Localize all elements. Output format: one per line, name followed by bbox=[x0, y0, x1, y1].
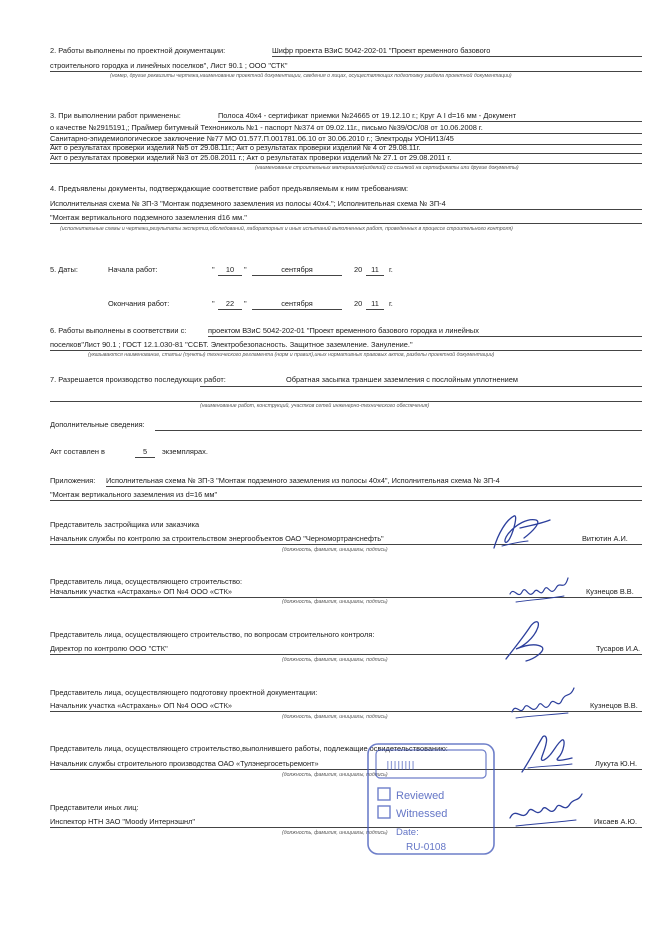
rep4-heading: Представитель лица, осуществляющего подготовку проектной документации: bbox=[50, 688, 318, 697]
rep6-position: Инспектор НТН ЗАО "Моody Интернэшнл" bbox=[50, 817, 196, 826]
quote-mark: " bbox=[244, 265, 247, 274]
section6-label: 6. Работы выполнены в соответствии с: bbox=[50, 326, 187, 335]
underline bbox=[252, 309, 342, 310]
section3-line3: Санитарно-эпидемиологическое заключение №77 МО 01.577.П.001781.06.10 от 30.06.2010 г.; Электроды УОНИ13/45 bbox=[50, 134, 454, 143]
section7-note: (наименование работ, конструкций, участков сетей инженерно-технического обеспечения) bbox=[200, 403, 430, 409]
end-label: Окончания работ: bbox=[108, 299, 170, 308]
start-year-prefix: 20 bbox=[354, 265, 363, 274]
rep5-heading: Представитель лица, осуществляющего строительство,выполнившего работы, подлежащие освидетельствованию: bbox=[50, 744, 448, 753]
rep6-heading: Представители иных лиц: bbox=[50, 803, 139, 812]
underline bbox=[155, 430, 642, 431]
rep4-position: Начальник участка «Астрахань» ОП №4 ООО «СТК» bbox=[50, 701, 232, 710]
rep3-name: Тусаров И.А. bbox=[596, 644, 641, 653]
section2-note: (номер, другие реквизиты чертежа,наименование проектной документации, сведения о лицах, осуществляющих подготовку раздела проектной документации) bbox=[110, 73, 512, 79]
start-label: Начала работ: bbox=[108, 265, 158, 274]
start-day: 10 bbox=[225, 265, 235, 274]
rep1-position: Начальник службы по контролю за строительством энергообъектов ОАО "Черномортранснефть" bbox=[50, 534, 384, 543]
section3-note: (наименование строительных материалов(изделий) со ссылкой на сертификаты или другие документы) bbox=[255, 165, 519, 171]
rep2-note: (должность, фамилия, инициалы, подпись) bbox=[282, 599, 388, 605]
underline bbox=[366, 275, 384, 276]
end-day: 22 bbox=[225, 299, 235, 308]
underline bbox=[218, 275, 242, 276]
start-year: 11 bbox=[371, 265, 379, 274]
stamp-date-label: Date: bbox=[396, 827, 419, 838]
end-year-prefix: 20 bbox=[354, 299, 363, 308]
stamp-logo: IIIIIIII bbox=[386, 758, 415, 773]
rep3-note: (должность, фамилия, инициалы, подпись) bbox=[282, 657, 388, 663]
quote-mark: " bbox=[244, 299, 247, 308]
rep4-name: Кузнецов В.В. bbox=[590, 701, 638, 710]
section3-line5: Акт о результатах проверки изделий №3 от 25.08.2011 г.; Акт о результатах проверки изделий № 27.1 от 29.08.2011 г. bbox=[50, 153, 452, 162]
underline bbox=[272, 56, 642, 57]
section6-note: (указываются наименование, статьи (пункты) технического регламента (норм и правил),иных нормативных правовых актов, разделы проектной документации) bbox=[88, 352, 495, 358]
underline bbox=[50, 500, 642, 501]
start-month: сентября bbox=[281, 265, 313, 274]
section6-line1: проектом ВЗиС 5042-202-01 "Проект временного базового городка и линейных bbox=[208, 326, 479, 335]
rep5-note: (должность, фамилия, инициалы, подпись) bbox=[282, 772, 388, 778]
section7-value: Обратная засыпка траншеи заземления с послойным уплотнением bbox=[286, 375, 518, 384]
year-suffix: г. bbox=[389, 265, 393, 274]
rep4-note: (должность, фамилия, инициалы, подпись) bbox=[282, 714, 388, 720]
rep3-heading: Представитель лица, осуществляющего строительство, по вопросам строительного контроля: bbox=[50, 630, 375, 639]
copies-count: 5 bbox=[142, 447, 148, 456]
underline bbox=[50, 71, 642, 72]
signature-rep5 bbox=[516, 730, 578, 778]
underline bbox=[252, 275, 342, 276]
stamp-witnessed: Witnessed bbox=[396, 808, 448, 820]
rep2-heading: Представитель лица, осуществляющего строительство: bbox=[50, 577, 243, 586]
underline bbox=[50, 350, 642, 351]
section3-line4: Акт о результатах проверки изделий №5 от 29.08.11г.; Акт о результатах проверки изделий № 4 от 29.08.11г. bbox=[50, 143, 421, 152]
section3-line2: о качестве №2915191,; Праймер битумный Технониколь №1 - паспорт №374 от 09.02.11г., письмо №39/ОС/08 от 10.06.2008 г. bbox=[50, 123, 483, 132]
rep1-heading: Представитель застройщика или заказчика bbox=[50, 520, 200, 529]
section2-label: 2. Работы выполнены по проектной документации: bbox=[50, 46, 226, 55]
rep1-name: Витютин А.И. bbox=[582, 534, 628, 543]
underline bbox=[200, 386, 642, 387]
underline bbox=[208, 336, 642, 337]
underline bbox=[50, 163, 642, 164]
section3-label: 3. При выполнении работ применены: bbox=[50, 111, 181, 120]
section4-note: (исполнительные схемы и чертежи,результаты экспертиз,обследований, лабораторных и иных испытаний выполненных работ, проведенных в процессе строительного контроля) bbox=[60, 226, 513, 232]
section4-line2: "Монтаж вертикального подземного заземления d16 мм." bbox=[50, 213, 247, 222]
stamp-reviewed: Reviewed bbox=[396, 790, 445, 802]
underline bbox=[106, 486, 642, 487]
underline bbox=[50, 223, 642, 224]
signature-rep6 bbox=[506, 788, 586, 834]
inspection-stamp bbox=[362, 740, 500, 858]
rep5-position: Начальник службы строительного производства ОАО «Тулэнергосетьремонт» bbox=[50, 759, 319, 768]
signature-rep2 bbox=[506, 572, 576, 610]
stamp-code: RU-0108 bbox=[406, 842, 447, 853]
end-month: сентября bbox=[281, 299, 313, 308]
rep1-note: (должность, фамилия, инициалы, подпись) bbox=[282, 547, 388, 553]
underline bbox=[135, 457, 155, 458]
attachments-label: Приложения: bbox=[50, 476, 96, 485]
quote-mark: " bbox=[212, 265, 215, 274]
attachments-line2: "Монтаж вертикального заземления из d=16 мм" bbox=[50, 490, 218, 499]
rep3-position: Директор по контролю ООО "СТК" bbox=[50, 644, 168, 653]
section2-value-line2: строительного городка и линейных поселков", Лист 90.1 ; ООО "СТК" bbox=[50, 61, 288, 70]
signature-rep3 bbox=[500, 615, 556, 665]
section4-line1: Исполнительная схема № ЗП-3 "Монтаж подземного заземления из полосы 40х4."; Исполнительная схема № ЗП-4 bbox=[50, 199, 446, 208]
underline bbox=[366, 309, 384, 310]
rep2-position: Начальник участка «Астрахань» ОП №4 ООО «СТК» bbox=[50, 587, 232, 596]
rep5-name: Лукута Ю.Н. bbox=[595, 759, 638, 768]
section4-label: 4. Предъявлены документы, подтверждающие соответствие работ предъявляемым к ним требованиям: bbox=[50, 184, 409, 193]
signature-rep1 bbox=[484, 508, 554, 552]
additional-label: Дополнительные сведения: bbox=[50, 420, 145, 429]
attachments-line1: Исполнительная схема № ЗП-3 "Монтаж подземного заземления из полосы 40х4", Исполнительная схема № ЗП-4 bbox=[106, 476, 500, 485]
section2-value-line1: Шифр проекта ВЗиС 5042-202-01 "Проект временного базового bbox=[272, 46, 491, 55]
underline bbox=[218, 309, 242, 310]
quote-mark: " bbox=[212, 299, 215, 308]
underline bbox=[50, 209, 642, 210]
copies-label: Акт составлен в bbox=[50, 447, 105, 456]
end-year: 11 bbox=[371, 299, 379, 308]
signature-rep4 bbox=[508, 686, 578, 722]
section6-line2: поселков"Лист 90.1 ; ГОСТ 12.1.030-81 "ССБТ. Электробезопасность. Защитное заземление. Зануление." bbox=[50, 340, 413, 349]
rep6-name: Иксаев А.Ю. bbox=[594, 817, 638, 826]
rep2-name: Кузнецов В.В. bbox=[586, 587, 634, 596]
year-suffix: г. bbox=[389, 299, 393, 308]
section3-line1: Полоса 40х4 - сертификат приемки №24665 от 19.12.10 г.; Круг А I d=16 мм - Документ bbox=[218, 111, 517, 120]
section7-label: 7. Разрешается производство последующих работ: bbox=[50, 375, 226, 384]
section5-label: 5. Даты: bbox=[50, 265, 78, 274]
rep6-note: (должность, фамилия, инициалы, подпись) bbox=[282, 830, 388, 836]
underline bbox=[218, 121, 642, 122]
underline bbox=[50, 401, 642, 402]
copies-suffix: экземплярах. bbox=[162, 447, 208, 456]
